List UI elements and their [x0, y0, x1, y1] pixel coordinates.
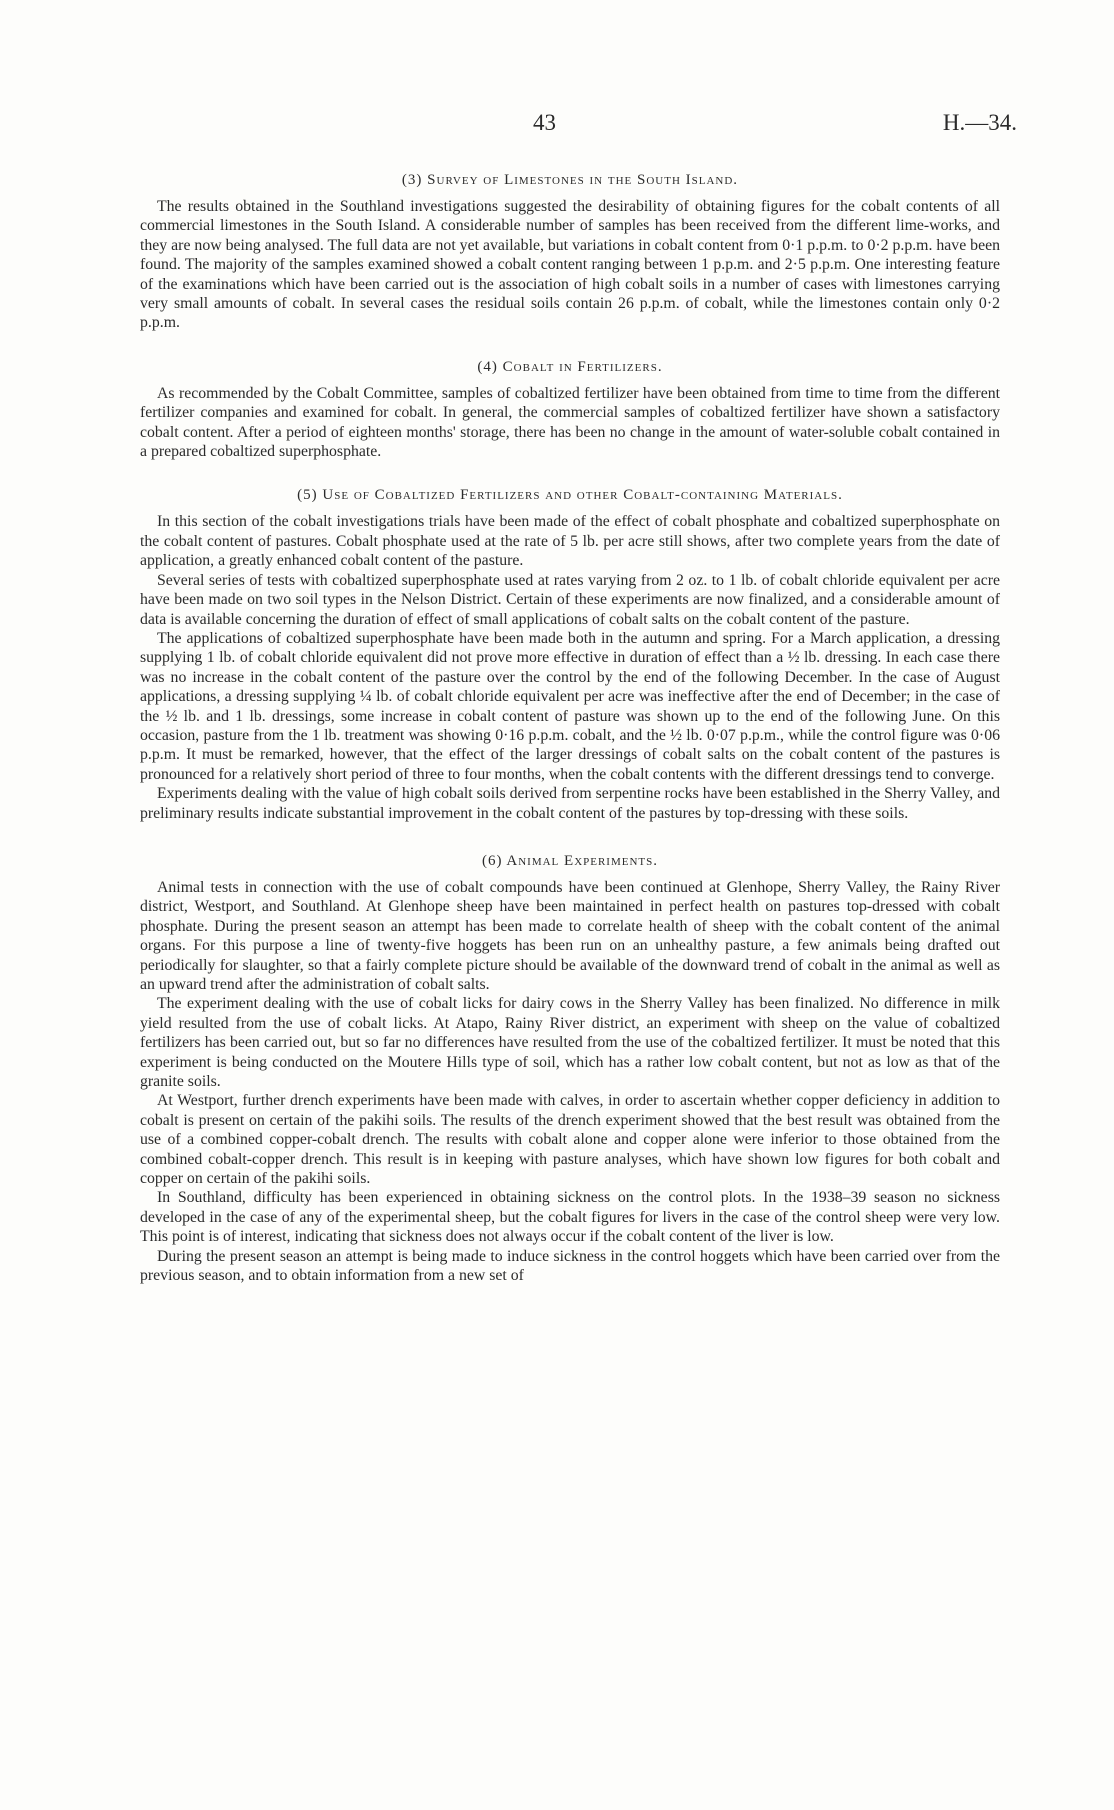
section-heading: (5) Use of Cobaltized Fertilizers and other Cobalt-containing Materials.	[297, 487, 843, 504]
paragraph: During the present season an attempt is being made to induce sickness in the control hoggets which have been carried over from the previous season, and to obtain information from a new set of	[140, 1247, 1000, 1285]
section-cobalt-fertilizers	[140, 357, 1000, 462]
paragraph: Animal tests in connection with the use of cobalt compounds have been continued at Glenhope, Sherry Valley, the Rainy River district, Westport, and Southland. At Glenhope sheep have been maintained in perfect health on pastures top-dressed with cobalt phosphate. During the present season an attempt has been made to correlate health of sheep with the cobalt content of the animal organs. For this purpose a line of twenty-five hoggets has been run on an unhealthy pasture, a few animals being drafted out periodically for slaughter, so that a fairly complete picture should be available of the downward trend of cobalt in the animal as well as an upward trend after the administration of cobalt salts.	[140, 878, 1000, 993]
paragraph: In Southland, difficulty has been experienced in obtaining sickness on the control plots. In the 1938–39 season no sickness developed in the case of any of the experimental sheep, but the cobalt figures for livers in the case of the control sheep were very low. This point is of interest, indicating that sickness does not always occur if the cobalt content of the liver is low.	[140, 1189, 1000, 1246]
paragraph: The results obtained in the Southland investigations suggested the desirability of obtaining figures for the cobalt contents of all commercial limestones in the South Island. A considerable number of samples has been received from the different lime-works, and they are now being analysed. The full data are not yet available, but variations in cobalt content from 0·1 p.p.m. to 0·2 p.p.m. have been found. The majority of the samples examined showed a cobalt content ranging between 1 p.p.m. and 2·5 p.p.m. One interesting feature of the examinations which have been carried out is the association of high cobalt soils in a number of cases with limestones carrying very small amounts of cobalt. In several cases the residual soils contain 26 p.p.m. of cobalt, while the limestones contain only 0·2 p.p.m.	[140, 198, 1000, 332]
paragraph: As recommended by the Cobalt Committee, samples of cobaltized fertilizer have been obtained from time to time from the different fertilizer companies and examined for cobalt. In general, the commercial samples of cobaltized fertilizer have shown a satisfactory cobalt content. After a period of eighteen months' storage, there has been no change in the amount of water-soluble cobalt contained in a prepared cobaltized superphosphate.	[140, 384, 1000, 461]
section-heading: (6) Animal Experiments.	[481, 852, 659, 869]
section-heading: (3) Survey of Limestones in the South Island.	[401, 172, 739, 188]
paragraph: Experiments dealing with the value of high cobalt soils derived from serpentine rocks have been established in the Sherry Valley, and preliminary results indicate substantial improvement in the cobalt content of the pastures by top-dressing with these soils.	[140, 785, 1000, 822]
paragraph: Several series of tests with cobaltized superphosphate used at rates varying from 2 oz. to 1 lb. of cobalt chloride equivalent per acre have been made on two soil types in the Nelson District. Certain of these experiments are now finalized, and a considerable amount of data is available concerning the duration of effect of small applications of cobalt salts on the cobalt content of the pasture.	[140, 571, 1000, 628]
paragraph: In this section of the cobalt investigations trials have been made of the effect of cobalt phosphate and cobaltized superphosphate on the cobalt content of pastures. Cobalt phosphate used at the rate of 5 lb. per acre still shows, after two complete years from the date of application, a greatly enhanced cobalt content of the pasture.	[140, 513, 1000, 570]
page-body	[140, 170, 1000, 1310]
section-cobaltized-fertilizer-use	[140, 485, 1000, 823]
section-heading: (4) Cobalt in Fertilizers.	[477, 358, 663, 375]
page-number: 43	[533, 110, 556, 135]
section-animal-experiments	[140, 851, 1000, 1286]
paragraph: The experiment dealing with the use of cobalt licks for dairy cows in the Sherry Valley has been finalized. No difference in milk yield resulted from the use of cobalt licks. At Atapo, Rainy River district, an experiment with sheep on the value of cobaltized fertilizers has been carried out, but so far no differences have resulted from the use of the cobaltized fertilizer. It must be noted that this experiment is being conducted on the Moutere Hills type of soil, which has a rather low cobalt content, but not as low as that of the granite soils.	[140, 995, 1000, 1091]
document-reference: H.—34.	[942, 110, 1017, 135]
paragraph: At Westport, further drench experiments have been made with calves, in order to ascertain whether copper deficiency in addition to cobalt is present on certain of the pakihi soils. The results of the drench experiment showed that the best result was obtained from the use of a combined copper-cobalt drench. The results with cobalt alone and copper alone were inferior to those obtained from the combined cobalt-copper drench. This result is in keeping with pasture analyses, which have shown low figures for both cobalt and copper on certain of the pakihi soils.	[140, 1092, 1000, 1188]
page-header	[0, 110, 1114, 140]
paragraph: The applications of cobaltized superphosphate have been made both in the autumn and spring. For a March application, a dressing supplying 1 lb. of cobalt chloride equivalent did not prove more effective in duration of effect than a ½ lb. dressing. In each case there was no increase in the cobalt content of the pasture over the control by the end of the following December. In the case of August applications, a dressing supplying ¼ lb. of cobalt chloride equivalent per acre was ineffective after the end of December; in the case of the ½ lb. and 1 lb. dressings, some increase in cobalt content of pasture was shown up to the end of the following June. On this occasion, pasture from the 1 lb. treatment was showing 0·16 p.p.m. cobalt, and the ½ lb. 0·07 p.p.m., while the control figure was 0·06 p.p.m. It must be remarked, however, that the effect of the larger dressings of cobalt salts on the cobalt content of the pastures is pronounced for a relatively short period of three to four months, when the cobalt contents with the different dressings tend to converge.	[140, 629, 1000, 783]
section-limestone-survey	[140, 170, 1000, 333]
